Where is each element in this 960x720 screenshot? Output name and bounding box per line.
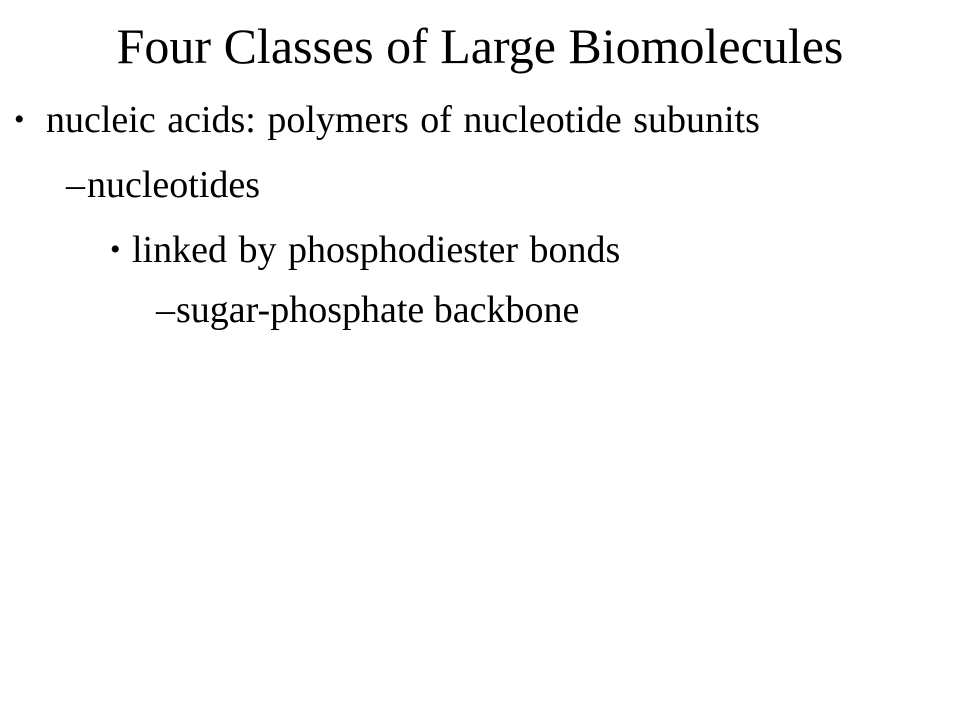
slide-title: Four Classes of Large Biomolecules xyxy=(116,18,844,74)
bullet-text: nucleotides xyxy=(87,164,261,206)
bullet-text: sugar-phosphate backbone xyxy=(176,289,580,331)
bullet-text: nucleic acids: polymers of nucleotide subunits xyxy=(46,99,760,141)
bullet-marker: • xyxy=(14,103,25,136)
bullet-marker: • xyxy=(110,233,121,266)
dash-marker: – xyxy=(66,164,85,206)
dash-marker: – xyxy=(156,289,175,331)
bullet-text: linked by phosphodiester bonds xyxy=(132,229,621,271)
